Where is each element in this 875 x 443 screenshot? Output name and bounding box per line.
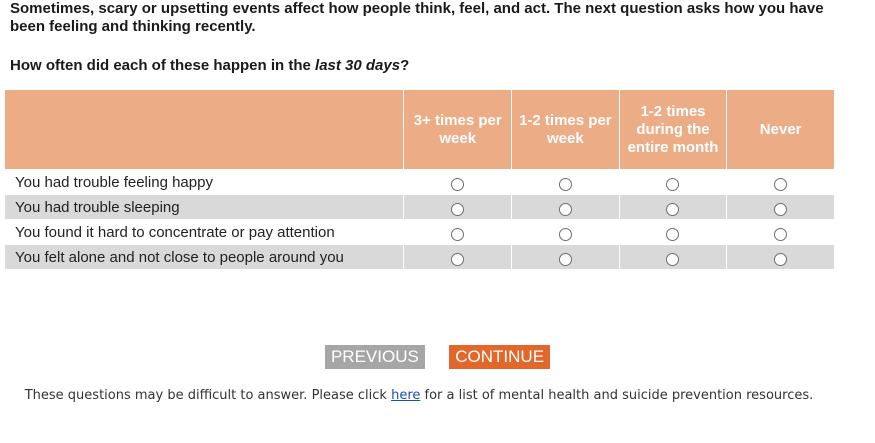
radio-button[interactable] xyxy=(666,253,679,266)
table-row xyxy=(5,169,834,194)
question-after: ? xyxy=(400,57,410,74)
navigation-bar xyxy=(0,345,875,369)
intro-text: Sometimes, scary or upsetting events affect how people think, feel, and act. The next question asks how you have been feeling and thinking recently. xyxy=(10,0,824,35)
grid-cell xyxy=(511,169,619,194)
resources-link[interactable]: here xyxy=(391,388,421,403)
radio-button[interactable] xyxy=(666,228,679,241)
resources-note xyxy=(0,388,838,403)
question-before: How often did each of these happen in the xyxy=(10,57,316,74)
grid-cell xyxy=(619,219,727,244)
radio-button[interactable] xyxy=(559,178,572,191)
grid-cell xyxy=(726,194,834,219)
table-row xyxy=(5,244,834,269)
radio-button[interactable] xyxy=(774,203,787,216)
grid-cell xyxy=(403,194,511,219)
likert-grid xyxy=(5,90,834,269)
row-label: You had trouble sleeping xyxy=(5,194,403,219)
radio-button[interactable] xyxy=(774,253,787,266)
question-emphasis: last 30 days xyxy=(315,57,401,74)
table-row xyxy=(5,219,834,244)
row-label: You had trouble feeling happy xyxy=(5,169,403,194)
header-never: Never xyxy=(726,90,834,169)
radio-button[interactable] xyxy=(666,178,679,191)
footer-after: for a list of mental health and suicide prevention resources. xyxy=(420,388,814,403)
grid-cell xyxy=(403,219,511,244)
radio-button[interactable] xyxy=(451,203,464,216)
previous-button[interactable]: PREVIOUS xyxy=(325,345,425,369)
radio-button[interactable] xyxy=(451,228,464,241)
question-text xyxy=(10,57,409,75)
grid-cell xyxy=(403,244,511,269)
radio-button[interactable] xyxy=(774,228,787,241)
radio-button[interactable] xyxy=(559,253,572,266)
header-1-2-per-month: 1-2 times during the entire month xyxy=(619,90,727,169)
footer-before: These questions may be difficult to answer. Please click xyxy=(24,388,392,403)
radio-button[interactable] xyxy=(451,253,464,266)
grid-cell xyxy=(726,219,834,244)
radio-button[interactable] xyxy=(559,203,572,216)
row-label: You felt alone and not close to people around you xyxy=(5,244,403,269)
grid-cell xyxy=(619,244,727,269)
radio-button[interactable] xyxy=(774,178,787,191)
radio-button[interactable] xyxy=(666,203,679,216)
header-3plus-per-week: 3+ times per week xyxy=(403,90,511,169)
grid-cell xyxy=(619,194,727,219)
grid-header-row xyxy=(5,90,834,169)
grid-cell xyxy=(726,244,834,269)
header-blank xyxy=(5,90,403,169)
table-row xyxy=(5,194,834,219)
grid-cell xyxy=(511,244,619,269)
row-label: You found it hard to concentrate or pay attention xyxy=(5,219,403,244)
grid-cell xyxy=(619,169,727,194)
radio-button[interactable] xyxy=(559,228,572,241)
grid-cell xyxy=(726,169,834,194)
header-1-2-per-week: 1-2 times per week xyxy=(511,90,619,169)
grid-cell xyxy=(403,169,511,194)
grid-cell xyxy=(511,194,619,219)
continue-button[interactable]: CONTINUE xyxy=(449,345,550,369)
grid-cell xyxy=(511,219,619,244)
radio-button[interactable] xyxy=(451,178,464,191)
